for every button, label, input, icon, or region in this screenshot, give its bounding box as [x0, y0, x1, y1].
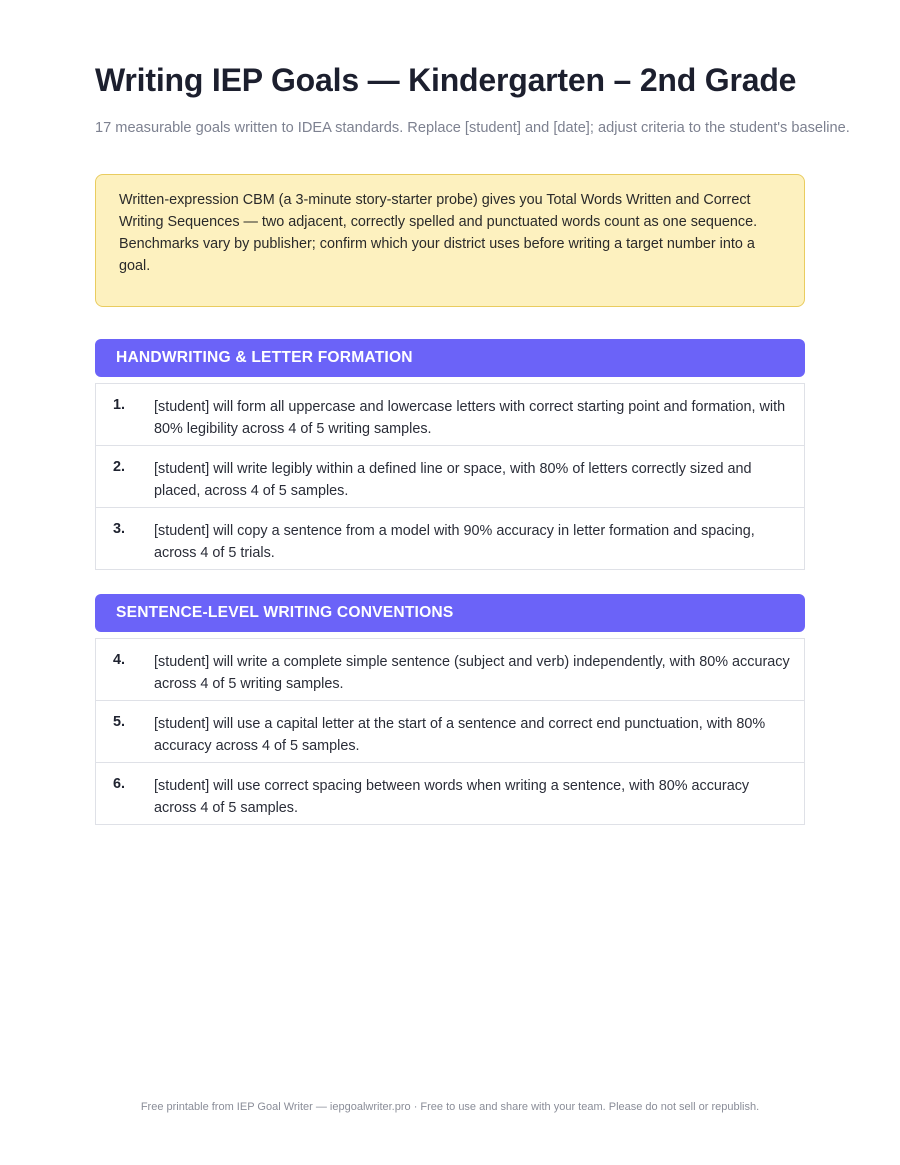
- page-subtitle: 17 measurable goals written to IDEA standards. Replace [student] and [date]; adjust criteria to the student's baseline.: [95, 120, 850, 136]
- goal-item: [96, 446, 804, 508]
- goal-text: [student] will copy a sentence from a model with 90% accuracy in letter formation and spacing, across 4 of 5 trials.: [154, 523, 755, 561]
- goal-number: 6.: [113, 776, 126, 792]
- goal-item: [96, 639, 804, 701]
- section-handwriting: [95, 339, 805, 570]
- info-callout: [95, 174, 805, 307]
- goal-list: [95, 638, 805, 825]
- goal-item: [96, 701, 804, 763]
- goal-text: [student] will use correct spacing between words when writing a sentence, with 80% accuracy across 4 of 5 samples.: [154, 778, 750, 816]
- goal-number: 3.: [113, 521, 126, 537]
- info-callout-text: Written-expression CBM (a 3-minute story-starter probe) gives you Total Words Written and Correct Writing Sequences — two adjacent, correctly spelled and punctuated words count as one sequence. Benchmarks vary by publisher; confirm which your district uses before writing a target number into a goal.: [119, 192, 758, 274]
- goal-item: [96, 384, 804, 446]
- goal-list: [95, 383, 805, 570]
- section-heading: HANDWRITING & LETTER FORMATION: [95, 339, 805, 377]
- goal-text: [student] will use a capital letter at the start of a sentence and correct end punctuation, with 80% accuracy across 4 of 5 samples.: [154, 716, 766, 754]
- page-footer: Free printable from IEP Goal Writer — iepgoalwriter.pro · Free to use and share with your team. Please do not sell or republish.: [140, 1101, 760, 1113]
- goal-text: [student] will write a complete simple sentence (subject and verb) independently, with 80% accuracy across 4 of 5 writing samples.: [154, 654, 790, 692]
- goal-text: [student] will form all uppercase and lowercase letters with correct starting point and formation, with 80% legibility across 4 of 5 writing samples.: [154, 399, 786, 437]
- goal-number: 1.: [113, 397, 126, 413]
- goal-number: 4.: [113, 652, 126, 668]
- goal-item: [96, 508, 804, 570]
- goal-number: 5.: [113, 714, 126, 730]
- goal-text: [student] will write legibly within a defined line or space, with 80% of letters correctly sized and placed, across 4 of 5 samples.: [154, 461, 752, 499]
- section-heading: SENTENCE-LEVEL WRITING CONVENTIONS: [95, 594, 805, 632]
- section-sentence-conventions: [95, 594, 805, 825]
- goal-item: [96, 763, 804, 825]
- goal-number: 2.: [113, 459, 126, 475]
- page-title: Writing IEP Goals — Kindergarten – 2nd Grade: [95, 62, 797, 98]
